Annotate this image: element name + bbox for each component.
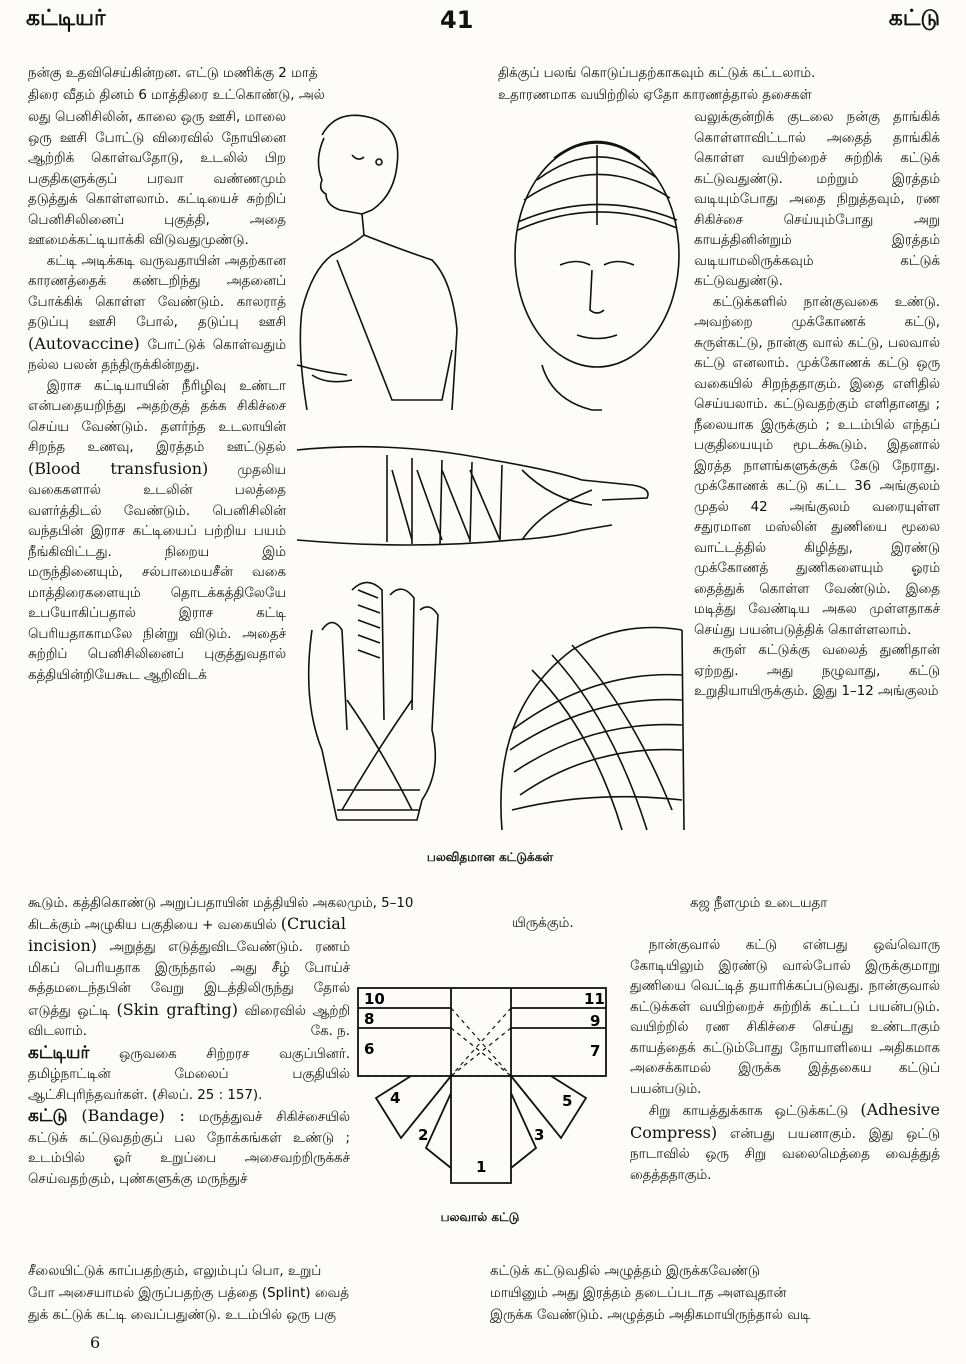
right-column-lower xyxy=(630,936,940,1186)
hand-bandage-figure xyxy=(309,583,438,821)
figure-caption-bottom: பலவால் கட்டு xyxy=(440,1210,520,1224)
head-bandage-figure xyxy=(515,142,679,411)
left-column-lower xyxy=(28,936,350,1190)
adhesive-text-a: சிறு காயத்துக்காக ஒட்டுக்கட்டு xyxy=(648,1104,849,1119)
bottom-line-2-right: மாயினும் அது இரத்தம் தடைப்படாத அளவுதான் xyxy=(490,1286,787,1301)
bottom-line-3-right: இருக்க வேண்டும். அழுத்தம் அதிகமாயிருந்தால் வடி xyxy=(490,1308,811,1323)
forearm-bandage-figure xyxy=(297,447,648,545)
bandage-illustrations xyxy=(292,110,692,850)
incision-text: அறுத்து எடுத்துவிடவேண்டும். ரணம் xyxy=(109,940,350,955)
english-term-incision: incision) xyxy=(28,936,98,955)
kattu-text: மருத்துவச் சிகிச்சையில் கட்டுக் கட்டுவதற்குப் பல நோக்கங்கள் உண்டு ; உடம்பில் ஓர் உறுப்பை அசைவற்றிருக்கச் செய்வதற்கும், புண்களுக்கு மருந்துச் xyxy=(28,1110,350,1187)
page-number: 41 xyxy=(440,6,474,34)
tail-label-9: 9 xyxy=(590,1012,601,1030)
entry-kattu xyxy=(28,1106,350,1190)
top-line-1-left: நன்கு உதவிசெய்கின்றன. எட்டு மணிக்கு 2 மாத் xyxy=(28,66,318,81)
right-para-2: கட்டுக்களில் நான்குவகை உண்டு. அவற்றை முக்கோணக் கட்டு, சுருள்கட்டு, நான்கு வால் கட்டு, பலவால் கட்டு எனலாம். முக்கோணக் கட்டு ஒரு வகையில் சிறந்ததாகும். இதை எளிதில் செய்யலாம். கட்டுவதற்கும் எளிதானது ; நீலையாக இருக்கும் ; உடம்பில் எந்தப் பகுதியையும் மூடக்கூடும். இதனால் இரத்த நாளங்களுக்குக் கேடு நேராது. முக்கோணக் கட்டு கட்ட 36 அங்குலம் முதல் 42 அங்குலம் வரையுள்ள சதுரமான மஸ்லின் துணியை மூலை வாட்டத்தில் கிழித்து, இரண்டு முக்கோணத் துணிகளையும் ஓரம் தைத்துக் கொள்ள வேண்டும். இதை மடித்து வேண்டிய அகல முள்ளதாகச் செய்து பயன்படுத்திக் கொள்ளலாம். xyxy=(694,294,940,638)
bottom-line-2-left: போ அசையாமல் இருப்பதற்கு பத்தை (Splint) வைத் xyxy=(28,1286,350,1301)
tail-label-5: 5 xyxy=(562,1092,573,1110)
tail-label-6: 6 xyxy=(364,1040,375,1058)
english-term-autovaccine: (Autovaccine) xyxy=(28,333,140,353)
left-para-2-text-b: போட்டுக் கொள்வதும் நல்ல பலன் தந்திருக்கின்றது. xyxy=(28,337,286,373)
tail-label-4: 4 xyxy=(390,1089,401,1107)
adhesive-text-b: என்பது பயனாகும். இது ஒட்டு நாடாவில் ஒரு சிறு வலைமெத்தை வைத்துத் தைத்ததாகும். xyxy=(630,1126,940,1183)
top-line-2-right: உதாரணமாக வயிற்றில் ஏதோ காரணத்தால் தசைகள் xyxy=(498,88,812,103)
tail-label-11: 11 xyxy=(584,990,605,1008)
top-line-1-right: திக்குப் பலங் கொடுப்பதற்காகவும் கட்டுக் கட்டலாம். xyxy=(498,66,816,81)
tail-label-1: 1 xyxy=(476,1158,487,1176)
tail-label-7: 7 xyxy=(590,1042,601,1060)
span-line-2-left xyxy=(28,914,498,937)
footer-number: 6 xyxy=(90,1333,101,1352)
bottom-line-1-right: கட்டுக் கட்டுவதில் அழுத்தம் இருக்கவேண்டு xyxy=(490,1264,760,1279)
english-term-adhesive-compress: (Adhesive Compress) xyxy=(630,1100,940,1142)
figure-caption-top: பலவிதமான கட்டுக்கள் xyxy=(426,850,554,864)
english-term-skin-grafting: (Skin grafting) xyxy=(116,999,239,1019)
left-para-3 xyxy=(28,377,286,687)
tail-label-8: 8 xyxy=(364,1010,375,1028)
english-term-crucial: (Crucial xyxy=(280,914,346,933)
left-para-3-text-a: இராச கட்டியாயின் நீரிழிவு உண்டா என்பதையறிந்து அதற்குத் தக்க சிகிச்சை செய்ய வேண்டும். தளர்ந்த உடலாயின் சிறந்த உணவு, இரத்தம் ஊட்டுதல் xyxy=(28,378,286,455)
right-column xyxy=(694,108,940,703)
many-tailed-bandage-diagram xyxy=(356,978,610,1196)
tail-label-3: 3 xyxy=(534,1126,545,1144)
span-line-2-right: யிருக்கும். xyxy=(512,916,574,931)
headword-kattiyar: கட்டியர் xyxy=(28,1042,90,1063)
left-column xyxy=(28,108,286,686)
tail-label-2: 2 xyxy=(418,1126,429,1144)
right-para-1: வலுக்குன்றிக் குடலை நன்கு தாங்கிக் கொள்ளாவிட்டால் அதைத் தாங்கிக் கொள்ள வயிற்றைச் சுற்றிக் கட்டுக் கட்டுவதுண்டு. மற்றும் இரத்தம் வடியும்போது அதை நிறுத்தவும், ரண சிகிச்சை செய்யும்போது அறு காயத்தினின்றும் இரத்தம் வடியாமலிருக்கவும் கட்டுக் கட்டுவதுண்டு. xyxy=(694,110,940,289)
right-para-3: சுருள் கட்டுக்கு வலைத் துணிதான் ஏற்றது. அது நழுவாது, கட்டு உறுதியாயிருக்கும். இது 1–12 அங்குலம் xyxy=(694,643,940,699)
bottom-line-1-left: சீலையிட்டுக் காப்பதற்கும், எலும்புப் பொ, உறுப் xyxy=(28,1264,322,1279)
running-head-right: கட்டு xyxy=(888,6,940,31)
author-signature: கே. ந. xyxy=(310,1024,350,1039)
bottom-line-3-left: துக் கட்டுக் கட்டி வைப்பதுண்டு. உடம்பில் ஒரு பகு xyxy=(28,1308,336,1323)
adhesive-para xyxy=(630,1100,940,1186)
left-para-1: லது பெனிசிலின், காலை ஒரு ஊசி, மாலை ஒரு ஊசி போட்டு விரைவில் நோயினை ஆற்றிக் கொள்வதோடு, உடலில் பிற பகுதிகளுக்குப் பரவா வண்ணமும் தடுத்துக் கொள்ளலாம். கட்டியைச் சுற்றிப் பெனிசிலினைப் புகுத்தி, அதை ஊமைக்கட்டியாக்கி விடுவதுமுண்டு. xyxy=(28,110,286,248)
english-term-blood-transfusion: (Blood transfusion) xyxy=(28,458,209,478)
incision-para xyxy=(28,936,350,1043)
left-para-2 xyxy=(28,252,286,377)
shoulder-bandage-figure xyxy=(501,628,684,831)
tail-label-10: 10 xyxy=(364,990,385,1008)
span-line-1-left: கூடும். கத்திகொண்டு அறுப்பதாயின் மத்தியில் அகலமும், 5–10 xyxy=(28,896,414,911)
kattiyar-text: ஒருவகை சிற்றரச வகுப்பினர். தமிழ்நாட்டின் மேலைப் பகுதியில் ஆட்சிபுரிந்தவர்கள். (சிலப். 25 : 157). xyxy=(28,1046,350,1103)
bandage-figures-svg xyxy=(292,110,692,850)
entry-kattiyar xyxy=(28,1043,350,1107)
top-line-2-left: திரை வீதம் தினம் 6 மாத்திரை உட்கொண்டு, அல் xyxy=(28,88,325,103)
running-head-left: கட்டியர் xyxy=(26,6,106,31)
span-line-2-text: கிடக்கும் அழுகிய பகுதியை + வகையில் xyxy=(28,918,277,933)
headword-kattu: கட்டு xyxy=(28,1106,68,1126)
english-term-bandage: (Bandage) : xyxy=(81,1106,185,1125)
incision-text-b: விரைவில் ஆற்றி விடலாம். xyxy=(28,1003,351,1039)
left-para-2-text-a: கட்டி அடிக்கடி வருவதாயின் அதற்கான காரணத்தைக் கண்டறிந்து அதனைப் போக்கிக் கொள்ள வேண்டும். காலராத் தடுப்பு ஊசி போல், தடுப்பு ஊசி xyxy=(28,253,286,330)
four-tailed-para: நான்குவால் கட்டு என்பது ஒவ்வொரு கோடியிலும் இரண்டு வால்போல் இருக்குமாறு துணியை வெட்டித் தயாரிக்கப்படுவது. நான்குவால் கட்டுக்கள் வயிற்றைச் சுற்றிக் கட்டப் பயன்படும். வயிற்றில் ரண சிகிச்சை செய்து உண்டாகும் காயத்தைக் கட்டும்போது நோயாளியை அதிகமாக அசைக்காமல் இருக்க இத்தகைய கட்டுப் பயன்படும். xyxy=(630,938,940,1097)
incision-text-a: மிகப் பெரியதாக இருந்தால் அது சீழ் போய்ச் சுத்தமடைந்தபின் வேறு இடத்திலிருந்து தோல் எடுத்து ஒட்டி xyxy=(28,960,350,1019)
span-line-1-right: கஜ நீளமும் உடையதா xyxy=(690,896,828,911)
left-para-3-text-b: முதலிய வகைகளால் உடலின் பலத்தை வளர்த்திடல் வேண்டும். பெனிசிலின் வந்தபின் இராச கட்டியைப் பற்றிய பயம் நீங்கிவிட்டது. நிறைய இம் மருந்தினையும், சல்பாமையசீன் வகை மாத்திரைகளையும் தொடக்கத்திலேயே உபயோகிப்பதால் இராச கட்டி பெரியதாகாமலே நின்று விடும். அதைச் சுற்றிப் பெனிசிலினைப் புகுத்துவதால் கத்தியின்றியேகூட ஆறிவிடக் xyxy=(28,462,286,683)
arm-sling-figure xyxy=(297,115,457,410)
